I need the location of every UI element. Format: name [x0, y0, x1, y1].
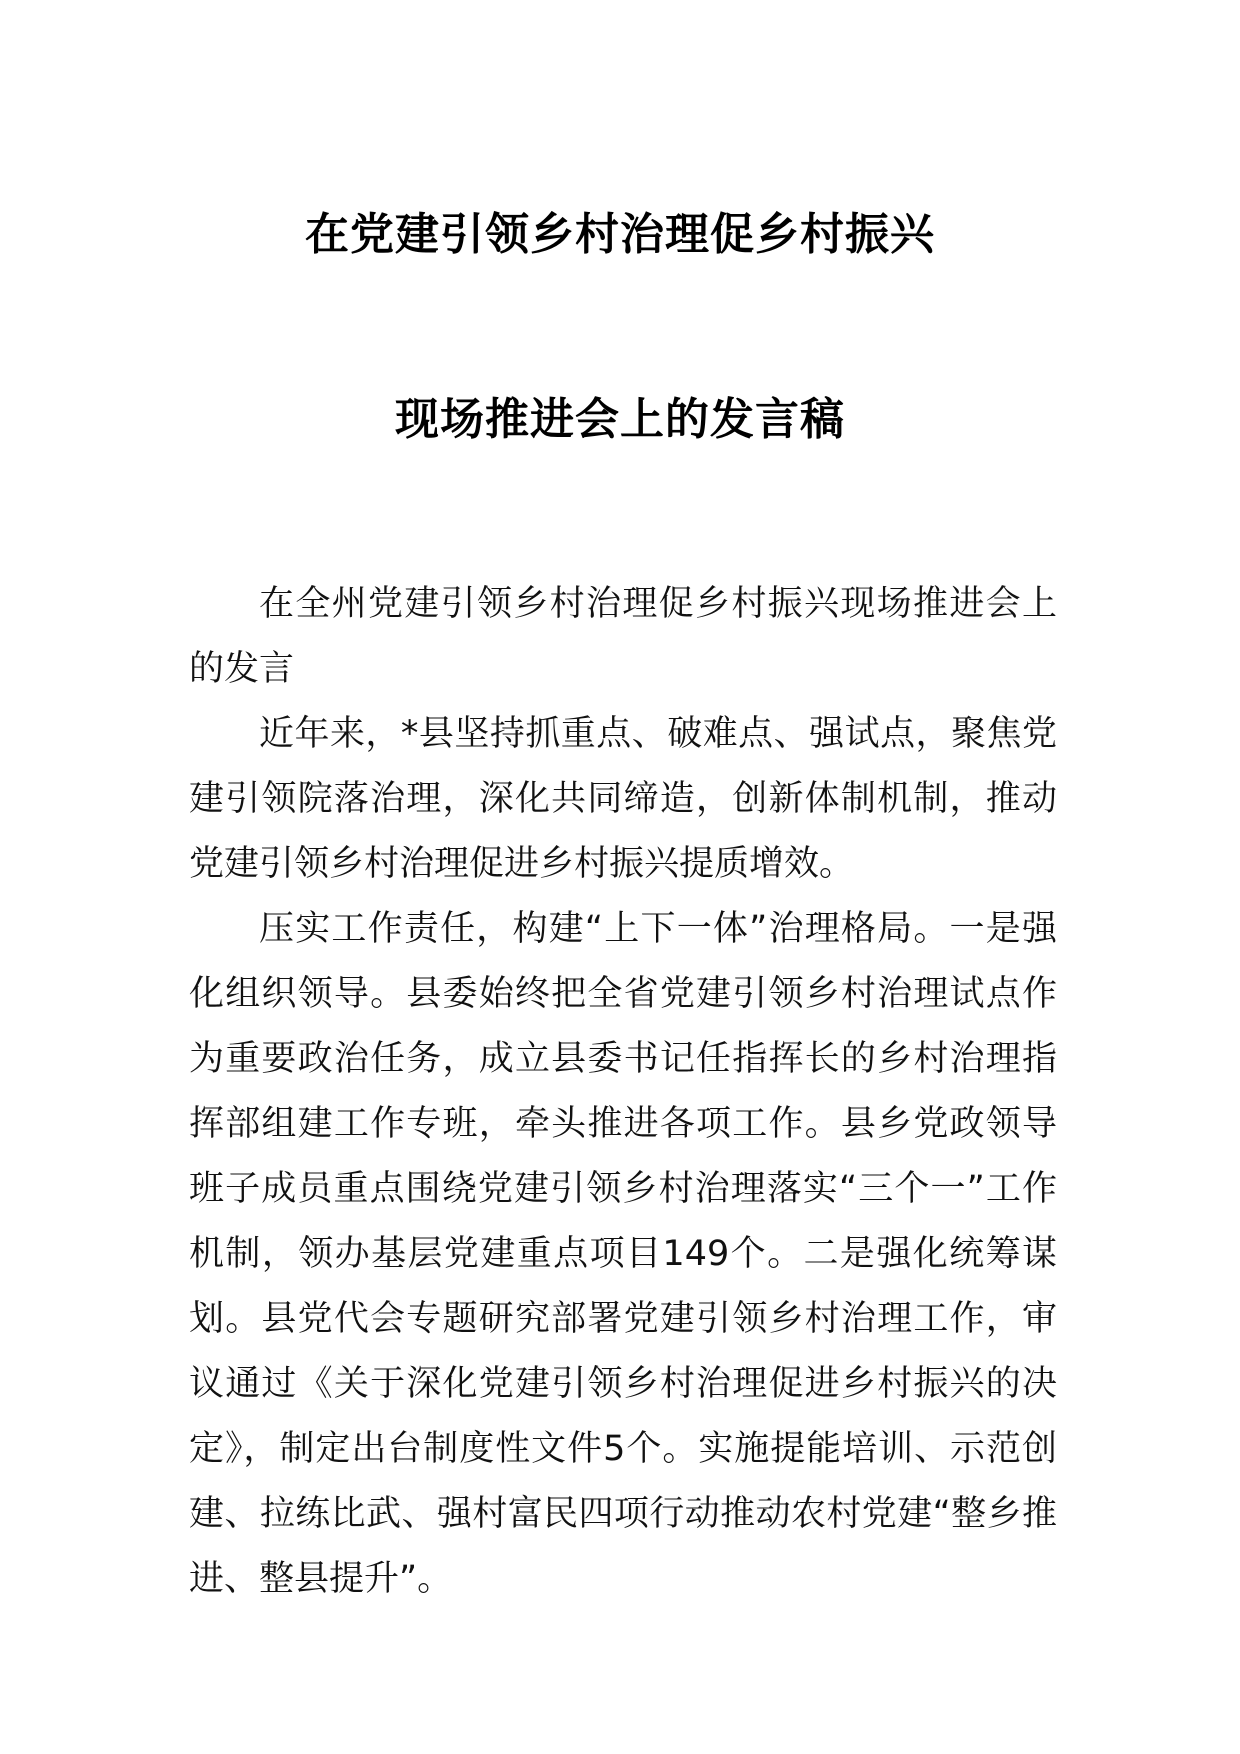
paragraph-heading: 在全州党建引领乡村治理促乡村振兴现场推进会上的发言 [189, 584, 1057, 689]
document-body [189, 572, 1057, 1612]
document-title-line1: 在党建引领乡村治理促乡村振兴 [305, 209, 935, 260]
paragraph-intro: 近年来，*县坚持抓重点、破难点、强试点，聚焦党建引领院落治理，深化共同缔造，创新体制机制，推动党建引领乡村治理促进乡村振兴提质增效。 [189, 714, 1057, 884]
paragraph-responsibility: 压实工作责任，构建“上下一体”治理格局。一是强化组织领导。县委始终把全省党建引领乡村治理试点作为重要政治任务，成立县委书记任指挥长的乡村治理指挥部组建工作专班，牵头推进各项工作。县乡党政领导班子成员重点围绕党建引领乡村治理落实“三个一”工作机制，领办基层党建重点项目149个。二是强化统筹谋划。县党代会专题研究部署党建引领乡村治理工作，审议通过《关于深化党建引领乡村治理促进乡村振兴的决定》，制定出台制度性文件5个。实施提能培训、示范创建、拉练比武、强村富民四项行动推动农村党建“整乡推进、整县提升”。 [189, 909, 1057, 1599]
document-title-line2: 现场推进会上的发言稿 [395, 394, 845, 445]
